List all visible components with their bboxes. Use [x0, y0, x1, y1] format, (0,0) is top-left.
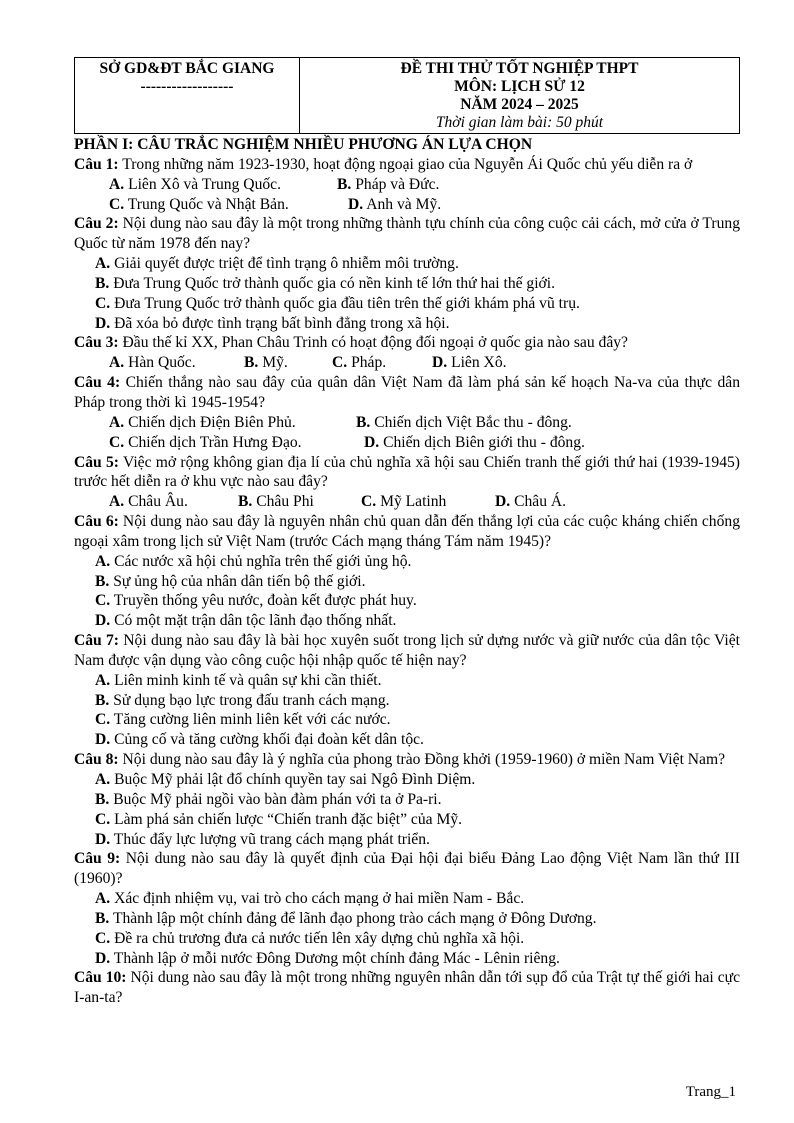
option-b: B. Chiến dịch Việt Bắc thu - đông.: [356, 413, 572, 431]
option-a: A. Hàn Quốc.: [109, 354, 196, 372]
option-b: B. Sử dụng bạo lực trong đấu tranh cách mạng.: [95, 691, 390, 709]
options-row: [74, 175, 740, 195]
option-a: A. Xác định nhiệm vụ, vai trò cho cách mạng ở hai miền Nam - Bắc.: [95, 890, 525, 908]
option-a: A. Chiến dịch Điện Biên Phủ.: [109, 413, 296, 431]
question-text: Nội dung nào sau đây là một trong những nguyên nhân dẫn tới sụp đổ của Trật tự thế giới hai cực I-an-ta?: [74, 969, 740, 1007]
option-c: C. Đưa Trung Quốc trở thành quốc gia đầu tiên trên thế giới khám phá vũ trụ.: [95, 294, 580, 312]
option-b: B. Đưa Trung Quốc trở thành quốc gia có nền kinh tế lớn thứ hai thế giới.: [95, 274, 556, 292]
question-number: Câu 5:: [74, 453, 119, 471]
question-number: Câu 6:: [74, 513, 119, 531]
options-row: [74, 492, 740, 512]
question-3: [74, 333, 740, 353]
question-text: Trong những năm 1923-1930, hoạt động ngoại giao của Nguyễn Ái Quốc chủ yếu diễn ra ở: [118, 155, 693, 173]
option-b: B. Pháp và Đức.: [337, 175, 440, 193]
question-number: Câu 3:: [74, 334, 119, 352]
exam-header: [74, 57, 740, 134]
option-a: A. Giải quyết được triệt để tình trạng ô nhiễm môi trường.: [95, 255, 459, 273]
option-d: D. Có một mặt trận dân tộc lãnh đạo thống nhất.: [95, 612, 397, 630]
question-number: Câu 9:: [74, 850, 121, 868]
options-row: [74, 413, 740, 433]
department-name: SỞ GD&ĐT BẮC GIANG: [99, 60, 275, 77]
question-text: Việc mở rộng không gian địa lí của chủ nghĩa xã hội sau Chiến tranh thế giới thứ hai (1939-1945) trước hết diễn ra ở khu vực nào sau đây?: [74, 453, 740, 491]
question-text: Nội dung nào sau đây là bài học xuyên suốt trong lịch sử dựng nước và giữ nước của dân tộc Việt Nam được vận dụng vào công cuộc hội nhập quốc tế hiện nay?: [74, 632, 740, 669]
question-number: Câu 7:: [74, 632, 119, 650]
option-a: A. Buộc Mỹ phải lật đổ chính quyền tay sai Ngô Đình Diệm.: [95, 771, 476, 788]
option-d: D. Củng cố và tăng cường khối đại đoàn kết dân tộc.: [95, 731, 424, 749]
page-number: Trang_1: [685, 1084, 736, 1100]
question-text: Nội dung nào sau đây là quyết định của Đại hội đại biểu Đảng Lao động Việt Nam lần thứ III (1960)?: [74, 850, 740, 888]
question-4: [74, 373, 740, 413]
option-b: B. Sự ủng hộ của nhân dân tiến bộ thế giới.: [95, 572, 366, 590]
question-text: Nội dung nào sau đây là ý nghĩa của phong trào Đồng khởi (1959-1960) ở miền Nam Việt Nam?: [118, 751, 726, 769]
option-b: B. Thành lập một chính đảng để lãnh đạo phong trào cách mạng ở Đông Dương.: [95, 909, 597, 927]
option-b: B. Mỹ.: [244, 354, 288, 372]
option-d: D. Anh và Mỹ.: [348, 195, 442, 213]
options-row: [74, 433, 740, 453]
exam-title: ĐỀ THI THỬ TỐT NGHIỆP THPT: [400, 60, 639, 77]
exam-year: NĂM 2024 – 2025: [460, 96, 579, 113]
question-number: Câu 2:: [74, 215, 119, 233]
option-c: C. Trung Quốc và Nhật Bản.: [109, 195, 289, 213]
question-text: Đầu thế kỉ XX, Phan Châu Trinh có hoạt động đối ngoại ở quốc gia nào sau đây?: [118, 334, 628, 352]
option-c: C. Mỹ Latinh: [361, 493, 447, 511]
option-a: A. Liên Xô và Trung Quốc.: [109, 175, 281, 193]
option-d: D. Đã xóa bỏ được tình trạng bất bình đẳng trong xã hội.: [95, 314, 450, 332]
option-b: B. Châu Phi: [238, 493, 314, 511]
option-a: A. Châu Âu.: [109, 493, 188, 511]
header-left-cell: [75, 58, 300, 134]
question-9: [74, 849, 740, 889]
option-a: A. Liên minh kinh tế và quân sự khi cần thiết.: [95, 671, 382, 689]
option-c: C. Tăng cường liên minh liên kết với các nước.: [95, 711, 391, 729]
options-row: [74, 353, 740, 373]
question-8: [74, 750, 740, 770]
option-c: C. Pháp.: [332, 354, 387, 372]
question-number: Câu 1:: [74, 155, 119, 173]
option-d: D. Chiến dịch Biên giới thu - đông.: [364, 433, 585, 451]
question-text: Nội dung nào sau đây là một trong những thành tựu chính của công cuộc cải cách, mở cửa ở Trung Quốc từ năm 1978 đến nay?: [74, 215, 740, 253]
option-b: B. Buộc Mỹ phải ngồi vào bàn đàm phán với ta ở Pa-ri.: [95, 790, 442, 808]
question-7: [74, 631, 740, 671]
option-c: C. Chiến dịch Trần Hưng Đạo.: [109, 433, 302, 451]
option-d: D. Châu Á.: [495, 493, 567, 511]
question-text: Chiến thắng nào sau đây của quân dân Việt Nam đã làm phá sản kế hoạch Na-va của thực dân Pháp trong thời kì 1945-1954?: [74, 374, 740, 411]
option-d: D. Thành lập ở mỗi nước Đông Dương một chính đảng Mác - Lênin riêng.: [95, 949, 560, 967]
exam-content: [74, 135, 740, 1008]
question-6: [74, 512, 740, 552]
question-number: Câu 4:: [74, 374, 121, 392]
question-5: [74, 453, 740, 493]
header-right-cell: [300, 58, 740, 134]
department-underline: ------------------: [140, 78, 234, 95]
option-c: C. Làm phá sản chiến lược “Chiến tranh đặc biệt” của Mỹ.: [95, 810, 463, 828]
exam-page: [74, 57, 740, 1008]
question-text: Nội dung nào sau đây là nguyên nhân chủ quan dẫn đến thắng lợi của các cuộc kháng chiến chống ngoại xâm trong lịch sử Việt Nam (trước Cách mạng tháng Tám năm 1945)?: [74, 513, 740, 550]
options-row: [74, 195, 740, 215]
question-number: Câu 8:: [74, 751, 119, 769]
exam-subject: MÔN: LỊCH SỬ 12: [454, 78, 585, 95]
option-c: C. Đề ra chủ trương đưa cả nước tiến lên xây dựng chủ nghĩa xã hội.: [95, 929, 525, 947]
question-number: Câu 10:: [74, 969, 127, 987]
question-10: [74, 968, 740, 1008]
option-c: C. Truyền thống yêu nước, đoàn kết được phát huy.: [95, 592, 417, 610]
option-d: D. Liên Xô.: [432, 354, 507, 372]
option-a: A. Các nước xã hội chủ nghĩa trên thế giới ủng hộ.: [95, 552, 412, 570]
option-d: D. Thúc đẩy lực lượng vũ trang cách mạng phát triển.: [95, 830, 430, 848]
exam-duration: Thời gian làm bài: 50 phút: [435, 114, 604, 131]
question-1: [74, 155, 740, 175]
question-2: [74, 214, 740, 254]
section-title: PHẦN I: CÂU TRẮC NGHIỆM NHIỀU PHƯƠNG ÁN LỰA CHỌN: [74, 136, 533, 153]
